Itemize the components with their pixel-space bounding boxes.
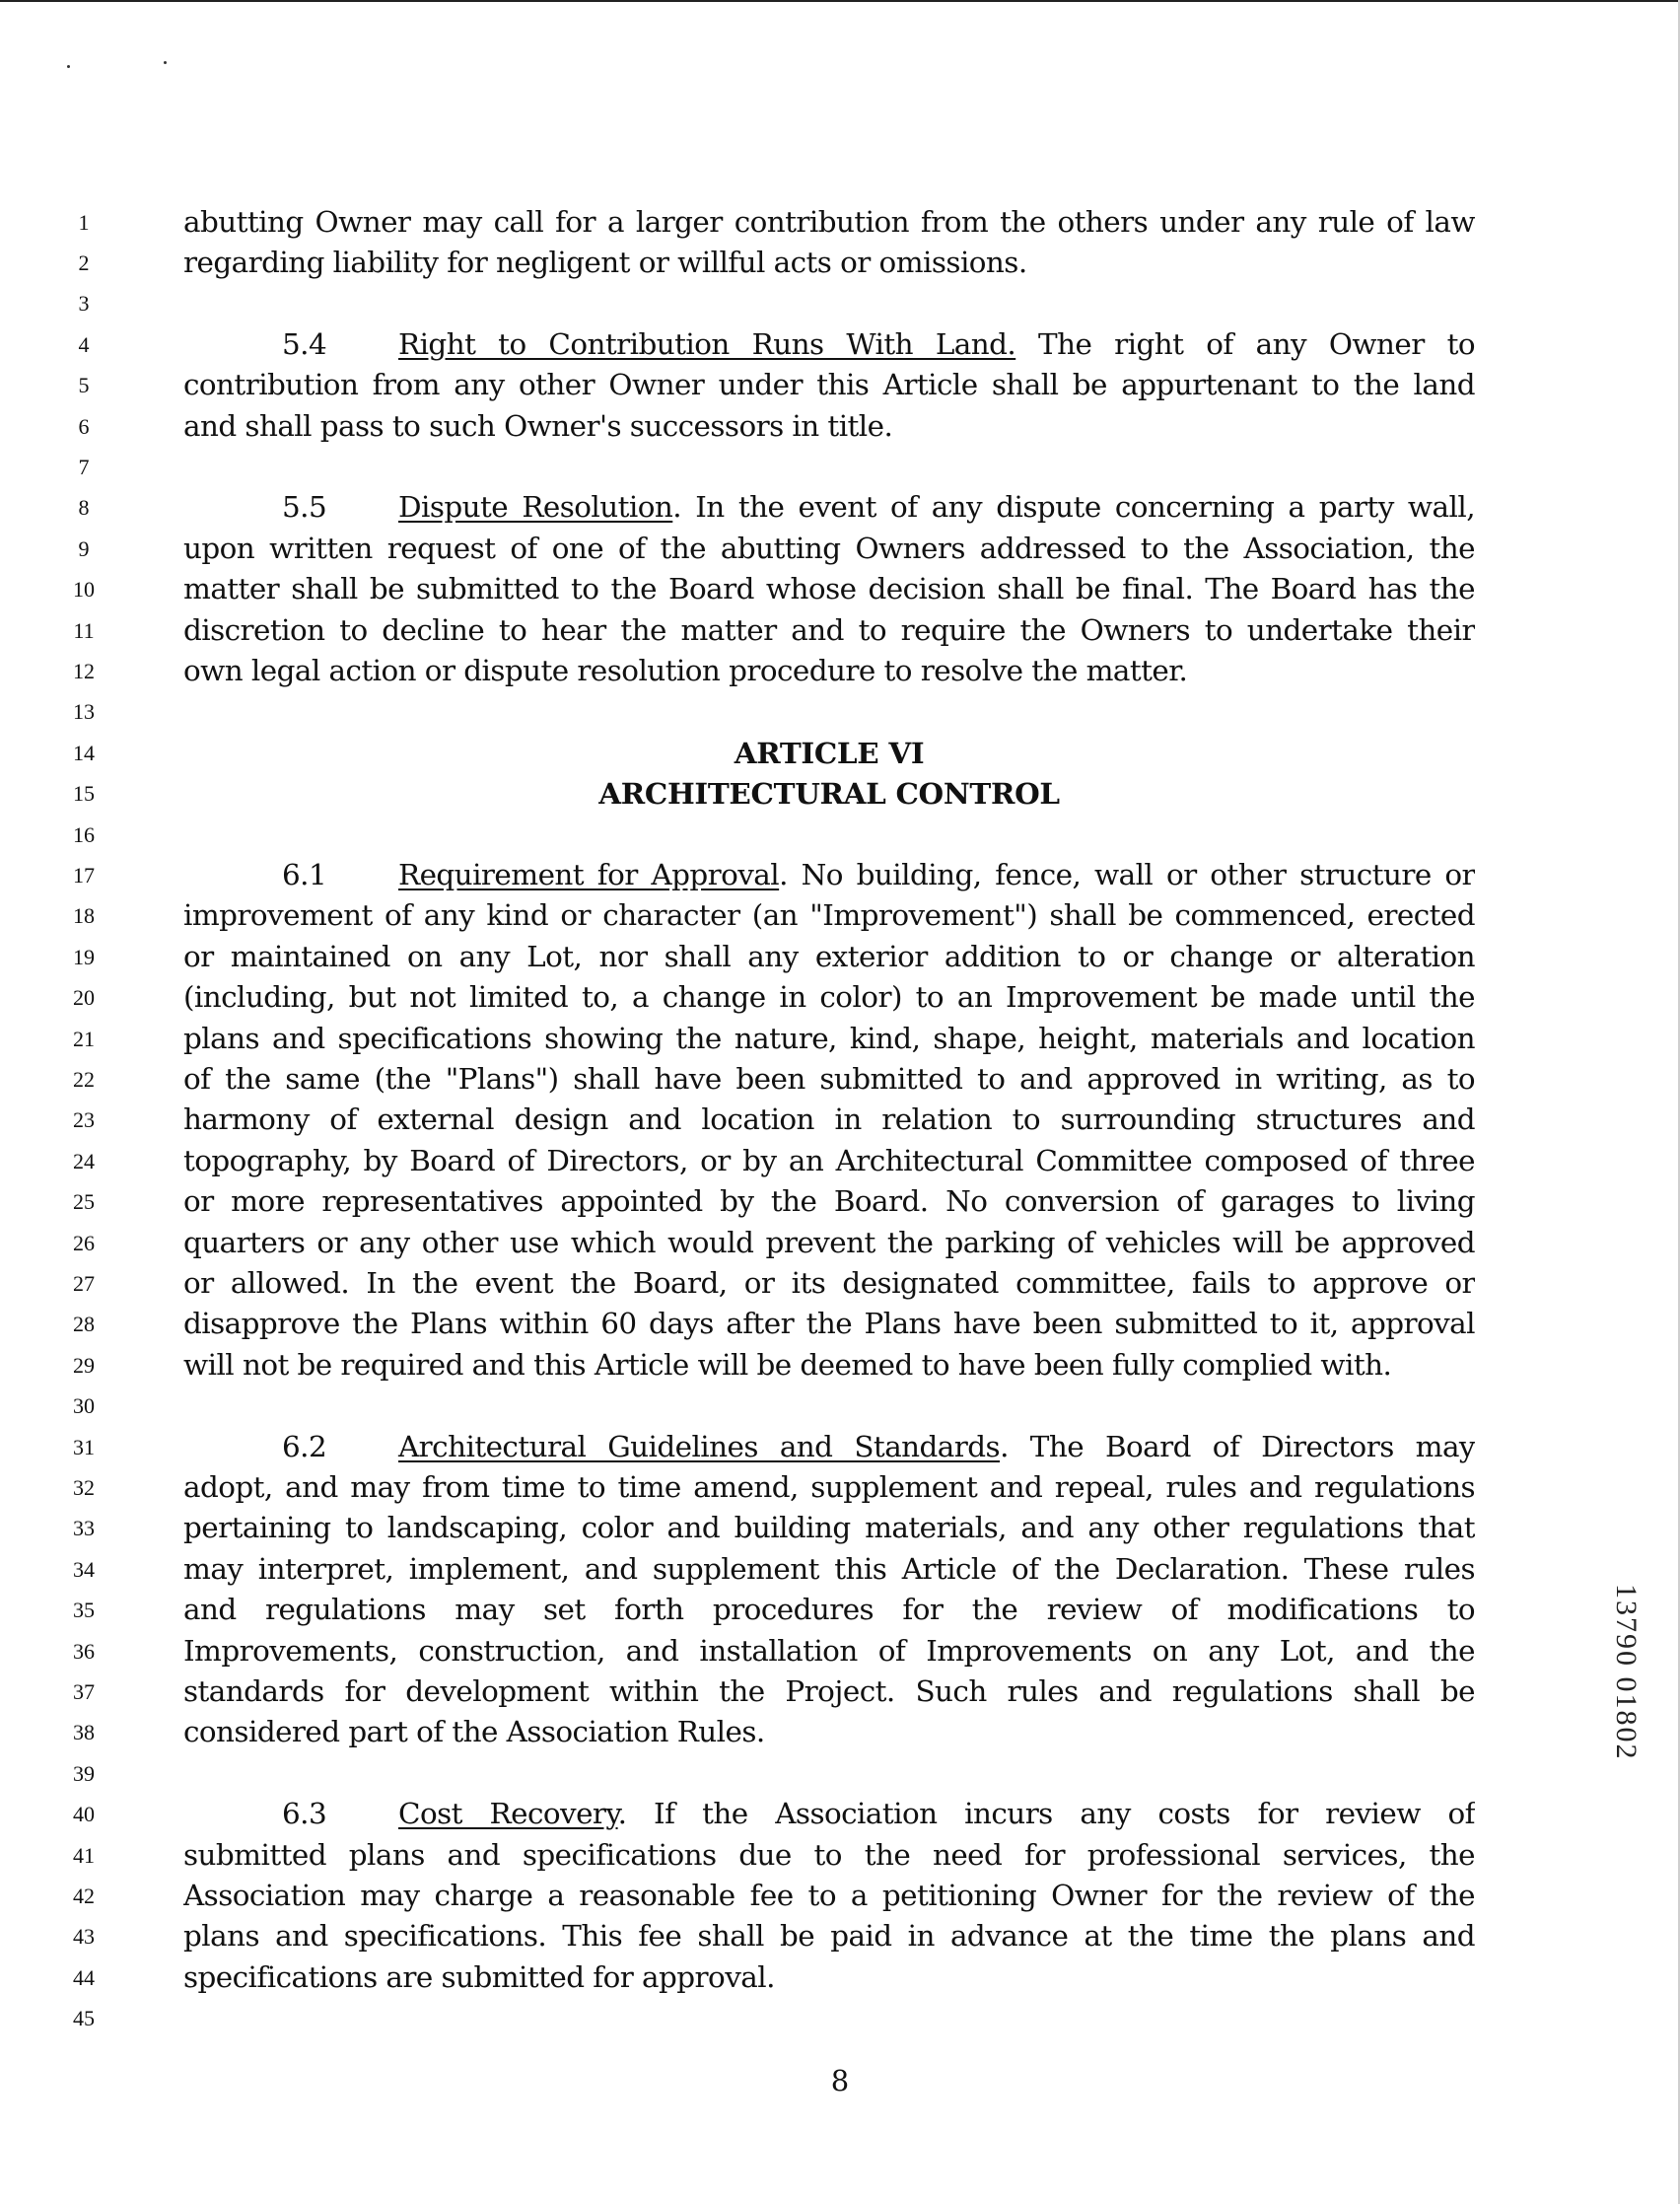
line-number: 12	[73, 659, 95, 683]
line-row-3	[49, 283, 1627, 323]
body-text-line: matter shall be submitted to the Board whose decision shall be final. The Board has the	[183, 572, 1475, 606]
line-number: 2	[78, 250, 90, 275]
line-number: 10	[73, 577, 95, 603]
section-number: 6.3	[282, 1797, 327, 1831]
line-row-4	[49, 324, 1627, 365]
scan-speck	[67, 65, 70, 68]
body-text: . The Board of Directors may	[1000, 1429, 1475, 1463]
line-number: 20	[73, 985, 95, 1011]
line-number: 26	[73, 1230, 95, 1255]
line-row-34	[49, 1549, 1627, 1590]
line-row-21	[49, 1019, 1627, 1059]
line-row-2	[49, 243, 1627, 283]
line-number: 27	[73, 1271, 95, 1296]
recording-stamp: 13790 01802	[1610, 1584, 1643, 1761]
line-number: 44	[73, 1964, 95, 1990]
line-number: 25	[73, 1189, 95, 1215]
body-text-line: or allowed. In the event the Board, or its designated committee, fails to approve or	[183, 1266, 1475, 1300]
body-text-line: standards for development within the Project. Such rules and regulations shall be	[183, 1674, 1475, 1708]
line-row-37	[49, 1671, 1627, 1712]
line-row-11	[49, 610, 1627, 651]
line-row-30	[49, 1386, 1627, 1426]
line-row-32	[49, 1467, 1627, 1508]
body-text-line: regarding liability for negligent or willful acts or omissions.	[183, 246, 1027, 279]
line-number: 39	[73, 1760, 95, 1786]
section-heading: Requirement for Approval	[398, 858, 780, 891]
line-row-10	[49, 569, 1627, 609]
body-text-line: and regulations may set forth procedures for the review of modifications to	[183, 1593, 1475, 1627]
line-row-38	[49, 1712, 1627, 1752]
body-text-line: discretion to decline to hear the matter and to require the Owners to undertake their	[183, 612, 1475, 647]
line-row-29	[49, 1345, 1627, 1386]
line-number: 17	[73, 863, 95, 888]
body-text-line: own legal action or dispute resolution procedure to resolve the matter.	[183, 654, 1188, 687]
line-row-18	[49, 895, 1627, 936]
section-number: 5.5	[282, 490, 327, 525]
line-number: 38	[73, 1720, 95, 1745]
line-number: 29	[73, 1352, 95, 1378]
body-text-line: adopt, and may from time to time amend, supplement and repeal, rules and regulations	[183, 1470, 1475, 1504]
section-6-2-heading-line	[183, 1427, 1475, 1467]
body-text-line: submitted plans and specifications due to the need for professional services, the	[183, 1837, 1475, 1872]
line-number: 19	[73, 944, 95, 969]
line-number: 22	[73, 1067, 95, 1092]
section-heading: Right to Contribution Runs With Land.	[398, 326, 1016, 361]
line-row-24	[49, 1141, 1627, 1181]
section-heading: Dispute Resolution	[398, 490, 673, 525]
line-number: 16	[73, 821, 95, 847]
section-number: 6.1	[282, 858, 327, 891]
section-heading: Cost Recovery	[398, 1797, 618, 1831]
body-text: The right of any Owner to	[1015, 326, 1475, 361]
body-text-line: or more representatives appointed by the Board. No conversion of garages to living	[183, 1184, 1475, 1219]
line-row-42	[49, 1876, 1627, 1916]
line-number: 30	[73, 1393, 95, 1419]
line-row-23	[49, 1100, 1627, 1140]
line-number: 5	[78, 373, 90, 398]
line-row-35	[49, 1590, 1627, 1630]
page-number: 8	[830, 2064, 850, 2097]
line-row-25	[49, 1181, 1627, 1222]
line-row-16	[49, 815, 1627, 855]
line-row-13	[49, 691, 1627, 732]
line-row-45	[49, 1998, 1627, 2038]
line-number: 41	[73, 1842, 95, 1868]
line-row-22	[49, 1059, 1627, 1100]
body-text: . In the event of any dispute concerning a party wall,	[672, 490, 1475, 525]
article-subtitle: ARCHITECTURAL CONTROL	[598, 776, 1060, 812]
body-text-line: will not be required and this Article will be deemed to have been fully complied with.	[183, 1347, 1392, 1382]
line-number: 9	[78, 535, 90, 561]
line-row-5	[49, 365, 1627, 405]
article-title: ARTICLE VI	[734, 735, 925, 770]
line-row-43	[49, 1916, 1627, 1956]
line-row-14	[49, 733, 1627, 773]
section-6-1-heading-line	[183, 855, 1475, 895]
line-number: 3	[78, 291, 90, 317]
body-text-line: topography, by Board of Directors, or by an Architectural Committee composed of three	[183, 1143, 1475, 1177]
line-number: 45	[73, 2006, 95, 2031]
line-number: 6	[78, 413, 90, 439]
line-number: 32	[73, 1475, 95, 1500]
line-number: 15	[73, 781, 95, 807]
line-number: 23	[73, 1107, 95, 1133]
body-text-line: upon written request of one of the abutting Owners addressed to the Association, the	[183, 531, 1475, 565]
line-row-36	[49, 1631, 1627, 1671]
line-row-44	[49, 1957, 1627, 1998]
body-text-line: harmony of external design and location in relation to surrounding structures and	[183, 1102, 1475, 1137]
line-row-19	[49, 937, 1627, 977]
scan-top-edge	[0, 0, 1680, 2]
line-row-17	[49, 855, 1627, 895]
line-row-7	[49, 447, 1627, 487]
line-row-12	[49, 651, 1627, 691]
line-row-9	[49, 529, 1627, 569]
line-row-20	[49, 977, 1627, 1018]
line-number: 31	[73, 1434, 95, 1459]
line-row-31	[49, 1427, 1627, 1467]
line-number: 37	[73, 1679, 95, 1704]
line-number: 33	[73, 1516, 95, 1541]
line-row-8	[49, 487, 1627, 528]
section-number: 6.2	[282, 1429, 327, 1463]
body-text-line: (including, but not limited to, a change in color) to an Improvement be made until the	[183, 980, 1475, 1015]
body-text: . If the Association incurs any costs for review of	[617, 1797, 1475, 1831]
body-text-line: may interpret, implement, and supplement this Article of the Declaration. These rules	[183, 1551, 1475, 1586]
scan-speck	[164, 61, 167, 64]
body-text-line: plans and specifications showing the nature, kind, shape, height, materials and location	[183, 1021, 1475, 1055]
line-number: 8	[78, 495, 90, 521]
line-number: 24	[73, 1148, 95, 1173]
line-number: 35	[73, 1598, 95, 1623]
line-row-40	[49, 1794, 1627, 1834]
line-number: 11	[73, 617, 95, 643]
line-number: 43	[73, 1924, 95, 1950]
line-row-26	[49, 1223, 1627, 1263]
line-number: 18	[73, 903, 95, 929]
line-number: 42	[73, 1884, 95, 1908]
line-number: 4	[78, 331, 90, 357]
body-text-line: quarters or any other use which would prevent the parking of vehicles will be approved	[183, 1225, 1475, 1259]
section-number: 5.4	[282, 326, 327, 361]
line-number: 14	[73, 740, 95, 765]
line-row-6	[49, 406, 1627, 447]
line-row-1	[49, 202, 1627, 243]
line-number: 1	[78, 209, 90, 235]
line-number: 34	[73, 1556, 95, 1582]
line-number: 36	[73, 1638, 95, 1664]
line-row-27	[49, 1263, 1627, 1304]
body-text-line: and shall pass to such Owner's successors in title.	[183, 408, 893, 443]
line-row-39	[49, 1753, 1627, 1794]
line-number: 13	[73, 699, 95, 725]
line-number: 28	[73, 1312, 95, 1337]
section-5-5-heading-line	[183, 487, 1475, 528]
body-text-line: specifications are submitted for approval.	[183, 1959, 775, 1994]
body-text: . No building, fence, wall or other structure or	[779, 858, 1475, 891]
section-6-3-heading-line	[183, 1794, 1475, 1834]
section-heading: Architectural Guidelines and Standards	[398, 1429, 1001, 1463]
body-text-line: of the same (the "Plans") shall have been submitted to and approved in writing, as to	[183, 1062, 1475, 1096]
line-number: 21	[73, 1026, 95, 1051]
line-number: 7	[78, 455, 90, 479]
line-row-33	[49, 1508, 1627, 1548]
body-text-line: Improvements, construction, and installation of Improvements on any Lot, and the	[183, 1633, 1475, 1668]
body-text-line: considered part of the Association Rules.	[183, 1715, 765, 1749]
body-text-line: improvement of any kind or character (an "Improvement") shall be commenced, erected	[183, 898, 1475, 933]
line-row-41	[49, 1835, 1627, 1876]
body-text-line: Association may charge a reasonable fee to a petitioning Owner for the review of the	[183, 1879, 1475, 1912]
body-text-line: abutting Owner may call for a larger contribution from the others under any rule of law	[183, 204, 1475, 239]
body-text-line: disapprove the Plans within 60 days after the Plans have been submitted to it, approval	[183, 1307, 1475, 1341]
body-text-line: or maintained on any Lot, nor shall any exterior addition to or change or alteration	[183, 939, 1475, 973]
body-text-line: pertaining to landscaping, color and building materials, and any other regulations that	[183, 1511, 1475, 1545]
body-text-line: plans and specifications. This fee shall be paid in advance at the time the plans and	[183, 1919, 1475, 1954]
line-row-28	[49, 1304, 1627, 1344]
line-row-15	[49, 773, 1627, 814]
body-text-line: contribution from any other Owner under this Article shall be appurtenant to the land	[183, 368, 1475, 402]
section-5-4-heading-line	[183, 324, 1475, 365]
line-number: 40	[73, 1802, 95, 1827]
